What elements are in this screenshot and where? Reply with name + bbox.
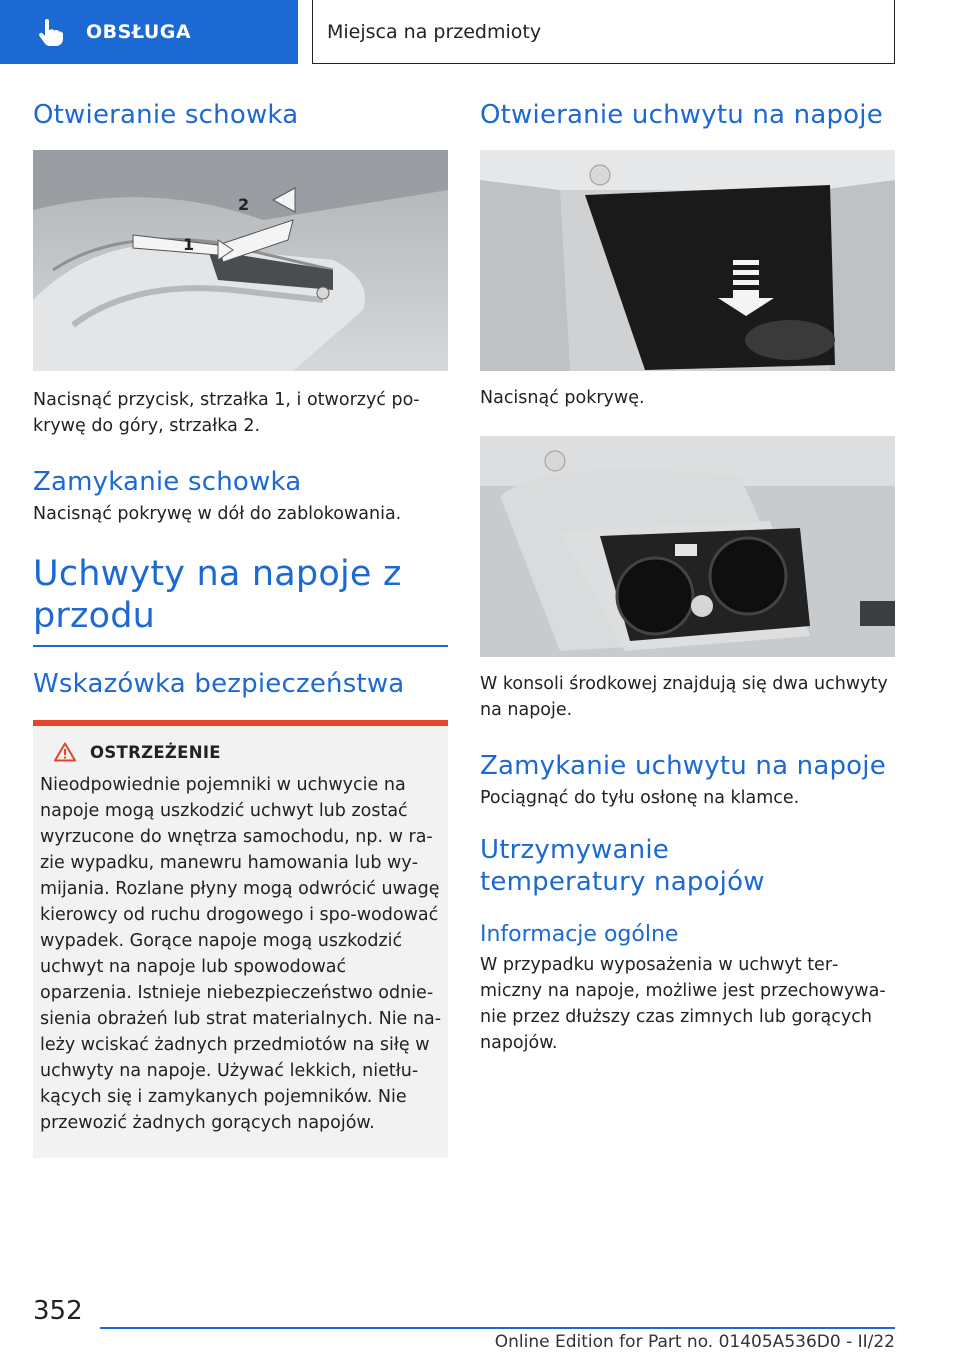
close-holder-text: Pociągnąć do tyłu osłonę na klamce.: [480, 788, 800, 809]
general-info-text: W przypadku wyposażenia w uchwyt ter‐miczny na napoje, możliwe jest przechowywa‐nie przez dłuższy czas zimnych lub gorących napojów.: [480, 955, 886, 1054]
open-holder-text: Nacisnąć pokrywę.: [480, 388, 645, 409]
open-holder-heading: Otwieranie uchwytu na napoje: [480, 100, 883, 130]
warning-title: OSTRZEŻENIE: [90, 742, 221, 762]
page-number: 352: [33, 1296, 83, 1326]
arrow-label-1: 1: [183, 235, 195, 255]
safety-heading: Wskazówka bezpieczeństwa: [33, 668, 405, 699]
open-compartment-heading: Otwieranie schowka: [33, 100, 299, 130]
hand-pointer-icon: [38, 17, 64, 47]
right-column: [480, 96, 895, 1056]
compartment-illustration: [33, 150, 448, 371]
chapter-heading: Uchwyty na napoje z przodu: [33, 554, 402, 637]
warning-header: [40, 742, 442, 762]
chapter-tab-label: OBSŁUGA: [86, 21, 192, 43]
warning-box: [33, 720, 448, 1158]
general-info-heading: Informacje ogólne: [480, 921, 679, 947]
section-title: Miejsca na przedmioty: [327, 20, 542, 43]
open-compartment-text: Nacisnąć przycisk, strzałka 1, i otworzyć po‐ krywę do góry, strzałka 2.: [33, 390, 420, 437]
holders-description: W konsoli środkowej znajdują się dwa uchwyty na napoje.: [480, 674, 888, 721]
holder-closed-illustration: [480, 150, 895, 371]
arrow-label-2: 2: [238, 195, 250, 215]
close-holder-heading: Zamykanie uchwytu na napoje: [480, 751, 886, 782]
warning-triangle-icon: [54, 742, 76, 762]
temperature-heading: Utrzymywanie temperatury napojów: [480, 835, 765, 897]
compartment-photo: [33, 150, 448, 371]
holder-closed-photo: [480, 150, 895, 371]
footer-divider: [100, 1327, 895, 1329]
holder-open-illustration: [480, 436, 895, 657]
edition-text: Online Edition for Part no. 01405A536D0 - II/22: [494, 1332, 895, 1352]
left-column: [33, 96, 448, 1158]
chapter-divider: [33, 645, 448, 647]
close-compartment-heading: Zamykanie schowka: [33, 467, 302, 498]
chapter-tab[interactable]: [0, 0, 298, 64]
holder-open-photo: [480, 436, 895, 657]
close-compartment-text: Nacisnąć pokrywę w dół do zablokowania.: [33, 504, 402, 525]
section-header: [312, 0, 895, 64]
warning-text: Nieodpowiednie pojemniki w uchwycie na napoje mogą uszkodzić uchwyt lub zostać wyrzucone do wnętrza samochodu, np. w ra‐zie wypadku, manewru hamowania lub wy‐mijania. Rozlane płyny mogą odwrócić uwagę kierowcy od ruchu drogowego i spo‐wodować wypadek. Gorące napoje mogą uszkodzić uchwyt na napoje lub spowodować oparzenia. Istnieje niebezpieczeństwo odnie‐sienia obrażeń lub strat materialnych. Nie na‐leży wciskać żadnych przedmiotów na siłę w uchwyty na napoje. Używać lekkich, nietłu‐kących się i zamykanych pojemników. Nie przewozić żadnych gorących napojów.: [40, 775, 442, 1134]
